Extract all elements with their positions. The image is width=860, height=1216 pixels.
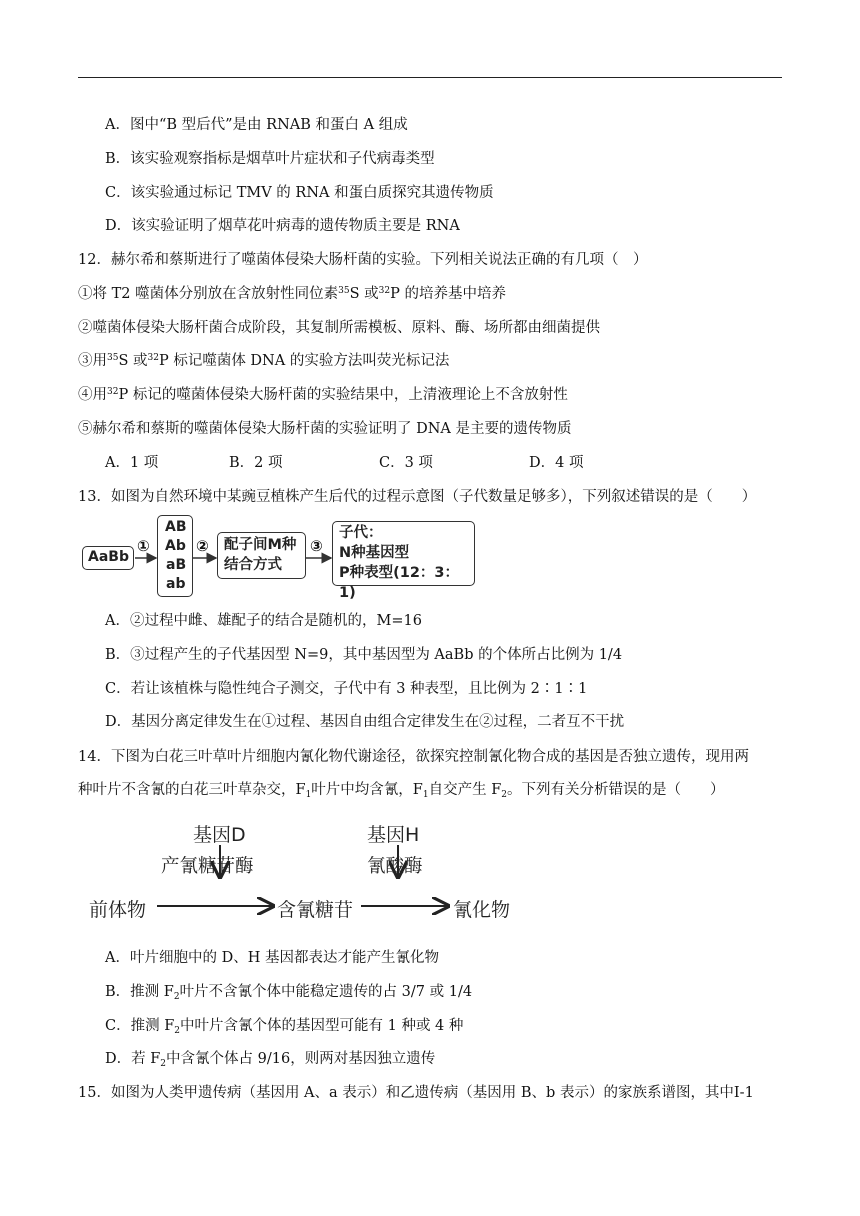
gamete-ab-mixed: Ab	[165, 538, 186, 554]
step-1-label: ①	[137, 537, 150, 555]
q12-statement-3: ③用$^{35}$S 或$^{32}$P 标记噬菌体 DNA 的实验方法叫荧光标记法	[78, 353, 450, 369]
q13-option-a: A．②过程中雌、雄配子的结合是随机的，M=16	[105, 613, 422, 629]
gene-d-label: 基因D	[193, 824, 246, 846]
q14-option-d: D．若 $F_2$中含氰个体占 9/16，则两对基因独立遗传	[105, 1051, 436, 1069]
q11-option-b: B．该实验观察指标是烟草叶片症状和子代病毒类型	[105, 151, 435, 167]
step-3-label: ③	[310, 537, 323, 555]
q14-option-b: B．推测 $F_2$叶片不含氰个体中能稳定遗传的占 3/7 或 1/4	[105, 984, 473, 1002]
q12-statement-2: ②噬菌体侵染大肠杆菌合成阶段，其复制所需模板、原料、酶、场所都由细菌提供	[78, 320, 600, 336]
combination-box: 配子间M种 结合方式	[217, 532, 306, 579]
q11-option-d: D．该实验证明了烟草花叶病毒的遗传物质主要是 RNA	[105, 218, 460, 234]
product-label: 氰化物	[453, 899, 511, 921]
q15-stem: 15．如图为人类甲遗传病（基因用 A、a 表示）和乙遗传病（基因用 B、b 表示）的家族系谱图，其中Ⅰ-1	[78, 1085, 754, 1101]
q11-option-a: A．图中“B 型后代”是由 RNAB 和蛋白 A 组成	[105, 117, 408, 133]
q11-option-c: C．该实验通过标记 TMV 的 RNA 和蛋白质探究其遗传物质	[105, 185, 494, 201]
q12-choice-a: A．1 项	[105, 455, 159, 471]
q13-option-b: B．③过程产生的子代基因型 N=9，其中基因型为 AaBb 的个体所占比例为 1/4	[105, 647, 623, 663]
step-2-label: ②	[196, 537, 209, 555]
q14-option-a: A．叶片细胞中的 D、H 基因都表达才能产生氰化物	[105, 950, 439, 966]
gamete-ab-lower: ab	[166, 576, 186, 592]
gene-h-label: 基因H	[367, 824, 420, 846]
enzyme-2-label: 氰酸酶	[367, 856, 423, 877]
parent-genotype-box: AaBb	[82, 546, 134, 570]
intermediate-label: 含氰糖苷	[277, 899, 354, 921]
q12-statement-1: ①将 T2 噬菌体分别放在含放射性同位素$^{35}$S 或$^{32}$P 的培养基中培养	[78, 286, 506, 302]
gamete-ab-upper: AB	[165, 519, 187, 535]
q12-statement-5: ⑤赫尔希和蔡斯的噬菌体侵染大肠杆菌的实验证明了 DNA 是主要的遗传物质	[78, 421, 572, 437]
q12-statement-4: ④用$^{32}$P 标记的噬菌体侵染大肠杆菌的实验结果中，上清液理论上不含放射性	[78, 387, 568, 403]
enzyme-1-label: 产氰糖苷酶	[161, 856, 254, 877]
q14-option-c: C．推测 $F_2$中叶片含氰个体的基因型可能有 1 种或 4 种	[105, 1018, 464, 1036]
q12-choice-c: C．3 项	[379, 455, 433, 471]
q13-option-c: C．若让该植株与隐性纯合子测交，子代中有 3 种表型，且比例为 2∶1∶1	[105, 681, 588, 697]
q14-stem-line-2: 种叶片不含氰的白花三叶草杂交，$F_1$叶片中均含氰，$F_1$自交产生 $F_2$。下列有关分析错误的是（ ）	[78, 782, 725, 800]
q13-stem: 13．如图为自然环境中某豌豆植株产生后代的过程示意图（子代数量足够多），下列叙述错误的是（ ）	[78, 489, 757, 505]
q14-stem-line-1: 14．下图为白花三叶草叶片细胞内氰化物代谢途径，欲探究控制氰化物合成的基因是否独立遗传，现用两	[78, 749, 749, 765]
precursor-label: 前体物	[89, 899, 147, 921]
gamete-ab-lower-b: aB	[166, 557, 187, 573]
q12-choice-b: B．2 项	[229, 455, 283, 471]
q12-choice-d: D．4 项	[529, 455, 584, 471]
q12-stem: 12．赫尔希和蔡斯进行了噬菌体侵染大肠杆菌的实验。下列相关说法正确的有几项（ ）	[78, 252, 648, 268]
q13-option-d: D．基因分离定律发生在①过程、基因自由组合定律发生在②过程，二者互不干扰	[105, 714, 625, 730]
offspring-box: 子代： N种基因型 P种表型(12：3：1)	[332, 521, 475, 586]
